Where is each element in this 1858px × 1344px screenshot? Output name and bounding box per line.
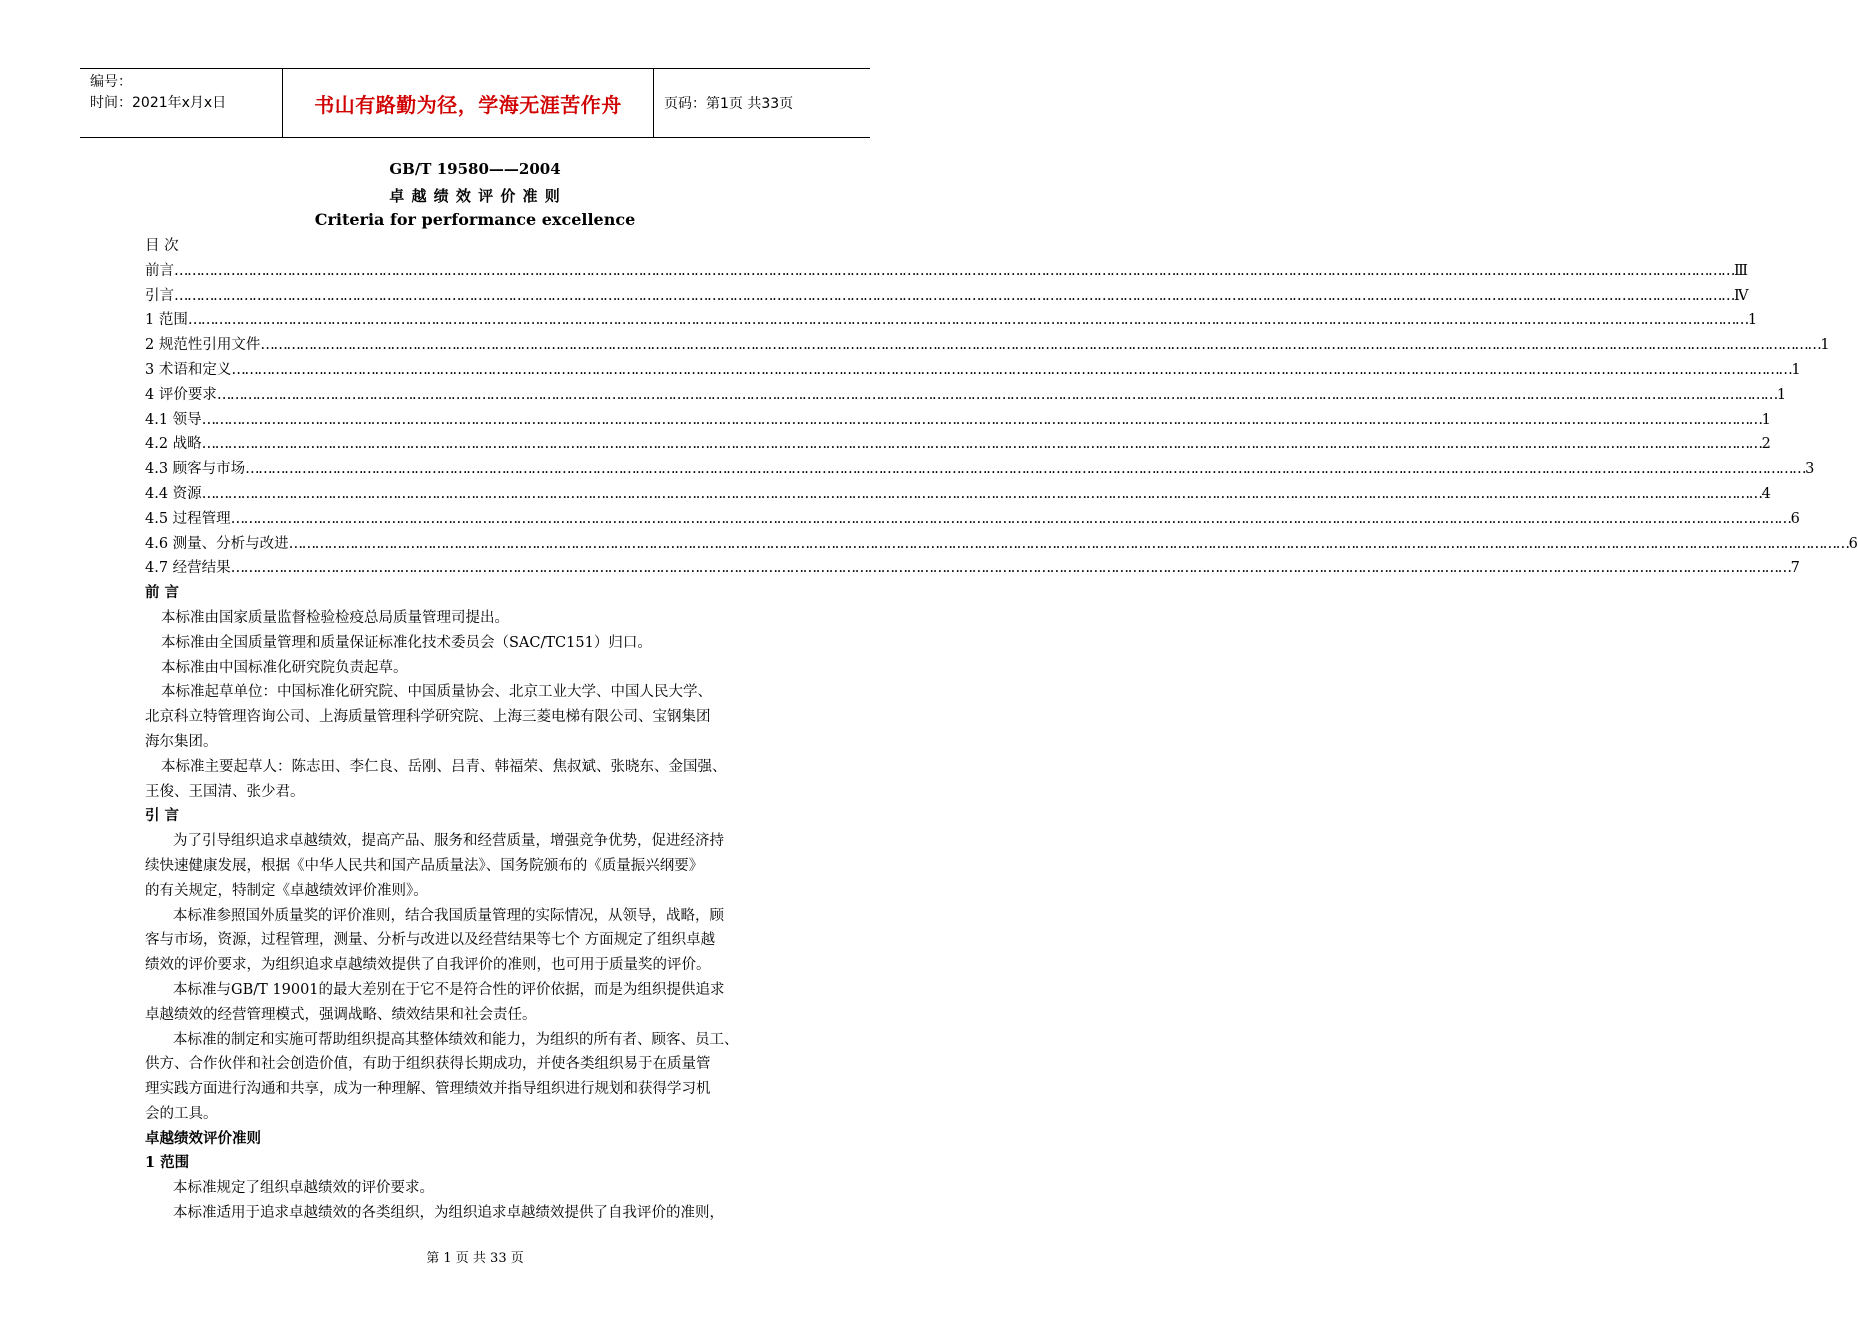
toc-entry-label: 3 术语和定义 (145, 361, 232, 378)
toc-entry[interactable] (145, 308, 1758, 333)
toc-entry-page: 4 (1761, 485, 1771, 502)
intro-line: 理实践方面进行沟通和共享，成为一种理解、管理绩效并指导组织进行规划和获得学习机 (145, 1081, 711, 1098)
toc-entry-label: 4.7 经营结果 (145, 560, 231, 577)
intro-heading: 引 言 (145, 807, 180, 825)
toc-entry[interactable] (145, 482, 1771, 507)
toc-entry[interactable] (145, 383, 1787, 408)
scope-heading: 1 范围 (145, 1154, 190, 1172)
toc-entry-page: 2 (1761, 436, 1771, 453)
toc-leader-dots: ……………………………………………………………………………………………………………………………………………………………………………………………………………………………………………………………………………………………………………………………… (260, 337, 1821, 354)
toc-entry-page: 1 (1820, 337, 1830, 354)
toc-entry[interactable] (145, 284, 1749, 309)
intro-line: 会的工具。 (145, 1105, 218, 1122)
intro-line: 卓越绩效的经营管理模式，强调战略、绩效结果和社会责任。 (145, 1006, 537, 1023)
header-page-label: 页码：第1页 共33页 (664, 96, 794, 112)
number-label: 编号： (90, 74, 132, 90)
toc-entry-page: Ⅳ (1734, 287, 1749, 304)
preface-line: 海尔集团。 (145, 733, 218, 750)
toc-entry-label: 4.2 战略 (145, 436, 202, 453)
toc-entry-label: 4.6 测量、分析与改进 (145, 535, 289, 552)
page-header (80, 68, 870, 138)
toc-entry[interactable] (145, 358, 1801, 383)
intro-line: 续快速健康发展，根据《中华人民共和国产品质量法》、国务院颁布的《质量振兴纲要》 (145, 857, 704, 874)
toc-leader-dots: ……………………………………………………………………………………………………………………………………………………………………………………………………………………………………………………………………………………………………………………………… (230, 560, 1791, 577)
preface-line: 本标准由全国质量管理和质量保证标准化技术委员会（SAC/TC151）归口。 (161, 634, 652, 651)
toc-entry[interactable] (145, 259, 1748, 284)
toc-entry[interactable] (145, 408, 1771, 433)
toc-entry-page: 1 (1761, 411, 1771, 428)
intro-body (145, 829, 810, 1127)
toc-entry[interactable] (145, 532, 1858, 557)
toc-entry-page: 1 (1776, 386, 1787, 403)
toc-entry-label: 前言 (145, 262, 174, 279)
intro-line: 为了引导组织追求卓越绩效，提高产品、服务和经营质量，增强竞争优势，促进经济持 (173, 833, 724, 850)
page-footer: 第 1 页 共 33 页 (426, 1251, 524, 1266)
toc-entry-label: 4 评价要求 (145, 386, 217, 403)
toc-leader-dots: ……………………………………………………………………………………………………………………………………………………………………………………………………………………………………………………………………………………………………………………………… (201, 411, 1762, 428)
toc-entry-label: 引言 (145, 287, 174, 304)
header-motto: 书山有路勤为径，学海无涯苦作舟 (282, 69, 654, 137)
toc-entry-label: 4.5 过程管理 (145, 510, 231, 527)
preface-line: 王俊、王国清、张少君。 (145, 783, 305, 800)
toc-leader-dots: ……………………………………………………………………………………………………………………………………………………………………………………………………………………………………………………………………………………………………………………………… (187, 312, 1748, 329)
preface-line: 本标准由中国标准化研究院负责起草。 (161, 659, 408, 676)
preface-line: 北京科立特管理咨询公司、上海质量管理科学研究院、上海三菱电梯有限公司、宝钢集团 (145, 709, 711, 726)
toc-entry[interactable] (145, 432, 1771, 457)
toc-leader-dots: ……………………………………………………………………………………………………………………………………………………………………………………………………………………………………………………………………………………………………………………………… (245, 461, 1806, 478)
toc-entry[interactable] (145, 333, 1830, 358)
preface-body (145, 606, 810, 804)
preface-line: 本标准起草单位：中国标准化研究院、中国质量协会、北京工业大学、中国人民大学、 (161, 684, 712, 701)
scope-body (145, 1176, 810, 1226)
toc-leader-dots: ……………………………………………………………………………………………………………………………………………………………………………………………………………………………………………………………………………………………………………………………… (288, 535, 1849, 552)
toc-entry-page: 3 (1805, 461, 1815, 478)
intro-line: 本标准参照国外质量奖的评价准则，结合我国质量管理的实际情况，从领导，战略，顾 (173, 907, 724, 924)
time-label: 时间：2021年x月x日 (90, 95, 227, 111)
preface-heading: 前 言 (145, 584, 180, 602)
toc-leader-dots: ……………………………………………………………………………………………………………………………………………………………………………………………………………………………………………………………………………………………………………………………… (230, 510, 1791, 527)
toc-entry-label: 2 规范性引用文件 (145, 337, 261, 354)
toc-entry-page: 7 (1790, 560, 1800, 577)
toc-entry[interactable] (145, 507, 1800, 532)
toc-entry-page: 1 (1791, 361, 1801, 378)
toc-entry-label: 4.1 领导 (145, 411, 202, 428)
toc-leader-dots: ……………………………………………………………………………………………………………………………………………………………………………………………………………………………………………………………………………………………………………………………… (201, 436, 1762, 453)
header-left (80, 69, 282, 137)
toc-heading: 目 次 (145, 238, 179, 254)
toc-entry-label: 4.4 资源 (145, 485, 202, 502)
intro-line: 本标准与GB/T 19001的最大差别在于它不是符合性的评价依据，而是为组织提供追求 (173, 981, 725, 998)
toc-list (145, 259, 1858, 581)
toc-entry[interactable] (145, 457, 1815, 482)
intro-line: 供方、合作伙伴和社会创造价值，有助于组织获得长期成功，并使各类组织易于在质量管 (145, 1056, 711, 1073)
doc-title-cn: 卓 越 绩 效 评 价 准 则 (389, 187, 561, 205)
intro-line: 客与市场，资源，过程管理，测量、分析与改进以及经营结果等七个 方面规定了组织卓越 (145, 932, 716, 949)
doc-title-en: Criteria for performance excellence (314, 210, 636, 229)
toc-entry-page: Ⅲ (1734, 262, 1748, 279)
intro-line: 本标准的制定和实施可帮助组织提高其整体绩效和能力，为组织的所有者、顾客、员工、 (173, 1031, 739, 1048)
toc-entry-page: 6 (1848, 535, 1858, 552)
toc-leader-dots: ……………………………………………………………………………………………………………………………………………………………………………………………………………………………………………………………………………………………………………………………… (231, 361, 1792, 378)
section-title: 卓越绩效评价准则 (145, 1129, 261, 1147)
intro-line: 绩效的评价要求，为组织追求卓越绩效提供了自我评价的准则，也可用于质量奖的评价。 (145, 957, 711, 974)
toc-entry-label: 1 范围 (145, 312, 188, 329)
doc-code: GB/T 19580——2004 (389, 160, 561, 178)
preface-line: 本标准由国家质量监督检验检疫总局质量管理司提出。 (161, 609, 509, 626)
toc-entry-page: 6 (1790, 510, 1800, 527)
toc-leader-dots: ……………………………………………………………………………………………………………………………………………………………………………………………………………………………………………………………………………………………………………………………… (174, 262, 1734, 279)
toc-leader-dots: ……………………………………………………………………………………………………………………………………………………………………………………………………………………………………………………………………………………………………………………………… (201, 485, 1762, 502)
scope-line: 本标准规定了组织卓越绩效的评价要求。 (173, 1180, 434, 1197)
toc-entry-label: 4.3 顾客与市场 (145, 461, 246, 478)
toc-leader-dots: ……………………………………………………………………………………………………………………………………………………………………………………………………………………………………………………………………………………………………………………………… (216, 386, 1777, 403)
toc-entry-page: 1 (1747, 312, 1758, 329)
preface-line: 本标准主要起草人：陈志田、李仁良、岳刚、吕青、韩福荣、焦叔斌、张晓东、金国强、 (161, 758, 727, 775)
scope-line: 本标准适用于追求卓越绩效的各类组织，为组织追求卓越绩效提供了自我评价的准则， (173, 1205, 724, 1222)
toc-leader-dots: ……………………………………………………………………………………………………………………………………………………………………………………………………………………………………………………………………………………………………………………………… (174, 287, 1734, 304)
toc-entry[interactable] (145, 556, 1800, 581)
intro-line: 的有关规定，特制定《卓越绩效评价准则》。 (145, 882, 428, 899)
document-body (145, 234, 1858, 1226)
